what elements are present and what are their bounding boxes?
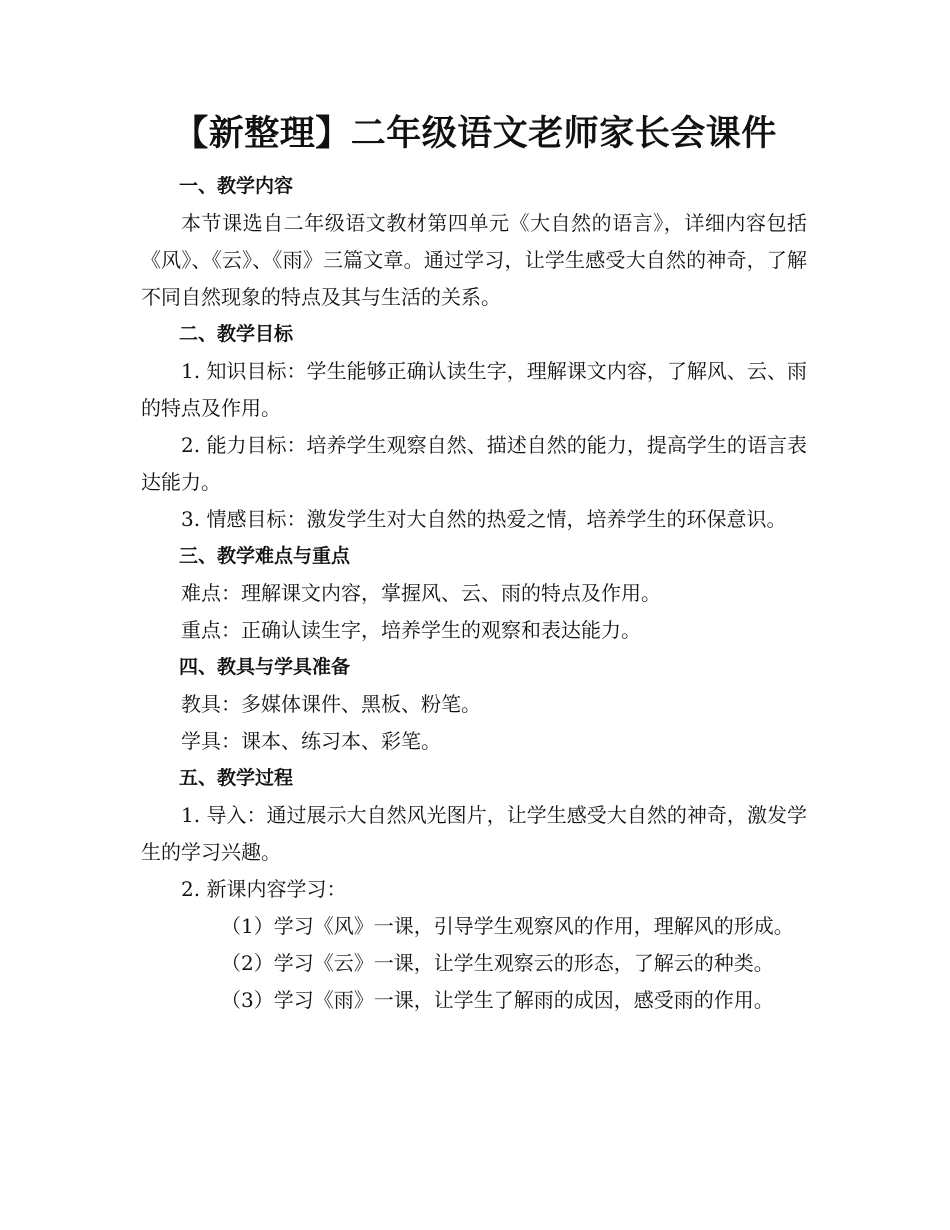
section-heading: 四、教具与学具准备 bbox=[179, 656, 351, 678]
paragraph: 1. 知识目标：学生能够正确认读生字，理解课文内容，了解风、云、雨的特点及作用。 bbox=[141, 359, 807, 420]
document-body bbox=[141, 168, 807, 1019]
paragraph: 教具：多媒体课件、黑板、粉笔。 bbox=[181, 692, 481, 716]
section-heading: 三、教学难点与重点 bbox=[179, 545, 351, 567]
sub-item: （2）学习《云》一课，让学生观察云的形态，了解云的种类。 bbox=[221, 951, 774, 975]
section-heading: 五、教学过程 bbox=[179, 767, 294, 789]
sub-item: （3）学习《雨》一课，让学生了解雨的成因，感受雨的作用。 bbox=[221, 988, 774, 1012]
section-heading: 一、教学内容 bbox=[179, 175, 294, 197]
paragraph: 1. 导入：通过展示大自然风光图片，让学生感受大自然的神奇，激发学生的学习兴趣。 bbox=[141, 803, 807, 864]
paragraph: 学具：课本、练习本、彩笔。 bbox=[181, 729, 441, 753]
sub-item: （1）学习《风》一课，引导学生观察风的作用，理解风的形成。 bbox=[221, 914, 794, 938]
paragraph: 2. 新课内容学习： bbox=[181, 877, 347, 901]
paragraph: 3. 情感目标：激发学生对大自然的热爱之情，培养学生的环保意识。 bbox=[181, 507, 787, 531]
section-heading: 二、教学目标 bbox=[179, 323, 294, 345]
paragraph: 本节课选自二年级语文教材第四单元《大自然的语言》，详细内容包括《风》、《云》、《雨》三篇文章。通过学习，让学生感受大自然的神奇，了解不同自然现象的特点及其与生活的关系。 bbox=[141, 211, 807, 309]
paragraph: 2. 能力目标：培养学生观察自然、描述自然的能力，提高学生的语言表达能力。 bbox=[141, 433, 807, 494]
document-title: 【新整理】二年级语文老师家长会课件 bbox=[173, 114, 777, 154]
paragraph: 重点：正确认读生字，培养学生的观察和表达能力。 bbox=[181, 618, 641, 642]
paragraph: 难点：理解课文内容，掌握风、云、雨的特点及作用。 bbox=[181, 581, 661, 605]
